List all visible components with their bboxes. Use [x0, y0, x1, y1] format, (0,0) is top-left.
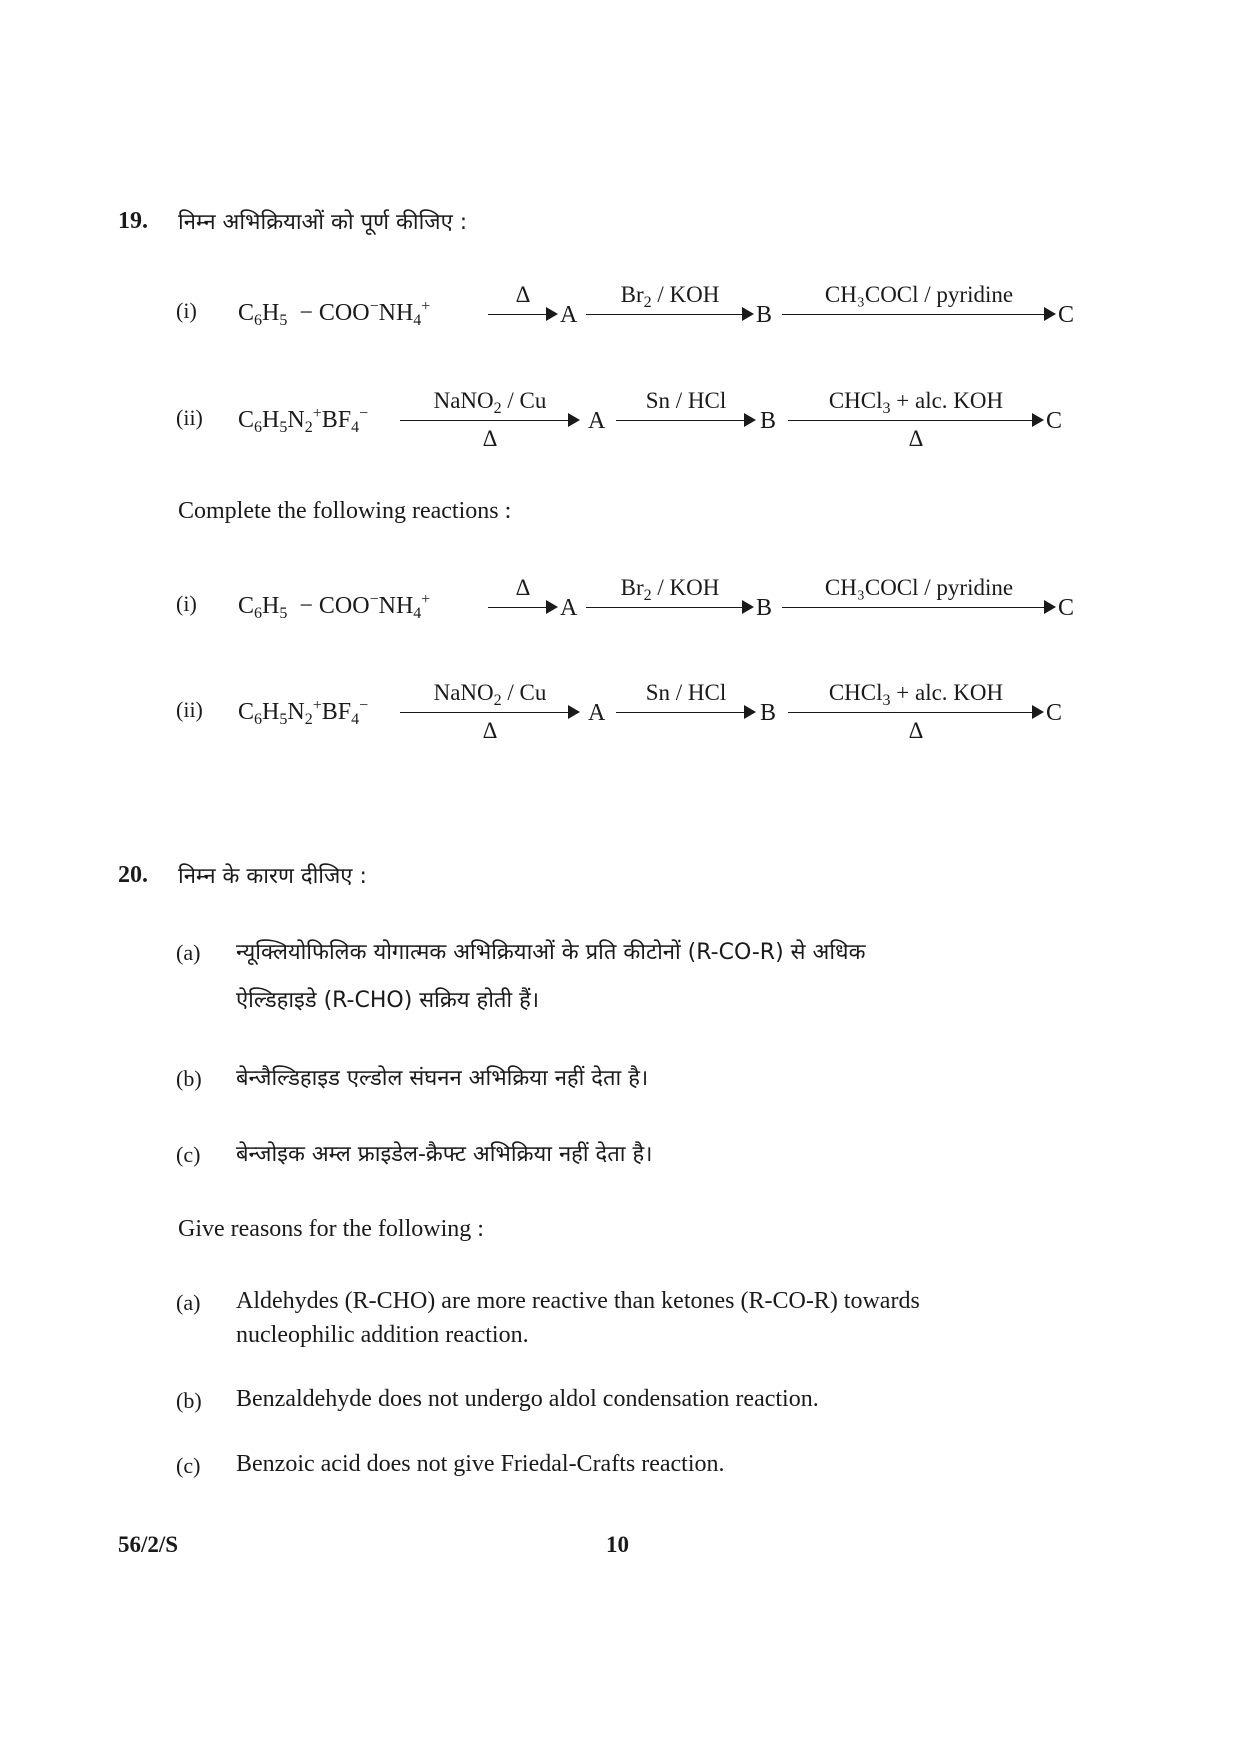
- reaction-arrow: [616, 676, 756, 736]
- product-c: C: [1046, 700, 1063, 726]
- arrow-condition: Δ: [515, 575, 531, 600]
- arrow-condition: Δ: [515, 282, 531, 307]
- arrow-condition: CH₃COCl / pyridine: [824, 282, 1014, 307]
- item-text: Benzaldehyde does not undergo aldol condensation reaction.: [236, 1386, 819, 1412]
- item-text: बेन्जैल्डिहाइड एल्डोल संघनन अभिक्रिया नहीं देता है।: [236, 1066, 649, 1091]
- reactant-formula: $C_6H_5 - COO^-NH_4^+$: [238, 298, 431, 329]
- reaction-arrow: [586, 571, 754, 631]
- product-b: B: [756, 595, 773, 621]
- reaction-arrow: [782, 571, 1056, 631]
- reaction-arrow: [488, 571, 558, 631]
- product-a: A: [588, 408, 606, 434]
- reactant-formula: $C_6H_5N_2^+BF_4^-$: [238, 697, 369, 728]
- item-text: nucleophilic addition reaction.: [236, 1322, 529, 1348]
- q19-hindi-prompt: निम्न अभिक्रियाओं को पूर्ण कीजिए :: [178, 210, 468, 235]
- product-b: B: [760, 408, 777, 434]
- item-text: Aldehydes (R-CHO) are more reactive than ketones (R-CO-R) towards: [236, 1288, 920, 1314]
- item-label: (c): [176, 1453, 201, 1478]
- product-c: C: [1058, 595, 1075, 621]
- item-text: न्यूक्लियोफिलिक योगात्मक अभिक्रियाओं के प्रति कीटोनों (R-CO-R) से अधिक: [236, 940, 866, 965]
- product-b: B: [760, 700, 777, 726]
- product-a: A: [560, 302, 578, 328]
- item-text: ऐल्डिहाइडे (R-CHO) सक्रिय होती हैं।: [236, 988, 540, 1013]
- product-a: A: [560, 595, 578, 621]
- paper-code: 56/2/S: [118, 1532, 179, 1557]
- reaction-label: (ii): [176, 697, 203, 722]
- product-b: B: [756, 302, 773, 328]
- item-label: (b): [176, 1066, 202, 1091]
- item-label: (a): [176, 1290, 201, 1315]
- arrow-condition: Sn / HCl: [645, 388, 727, 413]
- q19-english-prompt: Complete the following reactions :: [178, 498, 512, 524]
- page-number: 10: [606, 1532, 629, 1557]
- product-c: C: [1058, 302, 1075, 328]
- item-label: (c): [176, 1142, 201, 1167]
- reaction-arrow: [788, 384, 1044, 451]
- product-a: A: [588, 700, 606, 726]
- arrow-condition: NaNO$_2$ / Cu: [433, 680, 547, 709]
- reaction-label: (i): [176, 591, 197, 616]
- arrow-condition: CHCl$_3$ + alc. KOH: [828, 388, 1004, 417]
- arrow-condition-below: Δ: [482, 718, 498, 743]
- arrow-condition: Sn / HCl: [645, 680, 727, 705]
- arrow-condition: NaNO$_2$ / Cu: [433, 388, 547, 417]
- reaction-arrow: [586, 278, 754, 338]
- reaction-arrow: [616, 384, 756, 444]
- reaction-arrow: [788, 676, 1044, 743]
- reactant-formula: $C_6H_5N_2^+BF_4^-$: [238, 405, 369, 436]
- item-text: Benzoic acid does not give Friedal-Crafts reaction.: [236, 1451, 725, 1477]
- arrow-condition: $Br_2$ / KOH: [620, 282, 720, 311]
- reaction-arrow: [400, 676, 580, 743]
- reaction-label: (i): [176, 298, 197, 323]
- arrow-condition-below: Δ: [482, 426, 498, 451]
- arrow-condition: CH₃COCl / pyridine: [824, 575, 1014, 600]
- reactant-formula: $C_6H_5 - COO^-NH_4^+$: [238, 591, 431, 622]
- product-c: C: [1046, 408, 1063, 434]
- arrow-condition-below: Δ: [908, 426, 924, 451]
- reaction-label: (ii): [176, 405, 203, 430]
- arrow-condition: CHCl$_3$ + alc. KOH: [828, 680, 1004, 709]
- reaction-arrow: [400, 384, 580, 451]
- arrow-condition-below: Δ: [908, 718, 924, 743]
- item-label: (a): [176, 940, 201, 965]
- reaction-arrow: [488, 278, 558, 338]
- reaction-arrow: [782, 278, 1056, 338]
- item-label: (b): [176, 1388, 202, 1413]
- item-text: बेन्जोइक अम्ल फ्राइडेल-क्रैफ्ट अभिक्रिया नहीं देता है।: [236, 1142, 653, 1167]
- arrow-condition: $Br_2$ / KOH: [620, 575, 720, 604]
- question-number-20: 20.: [118, 862, 148, 888]
- q20-english-prompt: Give reasons for the following :: [178, 1216, 484, 1242]
- q20-hindi-prompt: निम्न के कारण दीजिए :: [178, 864, 367, 889]
- question-number-19: 19.: [118, 208, 148, 234]
